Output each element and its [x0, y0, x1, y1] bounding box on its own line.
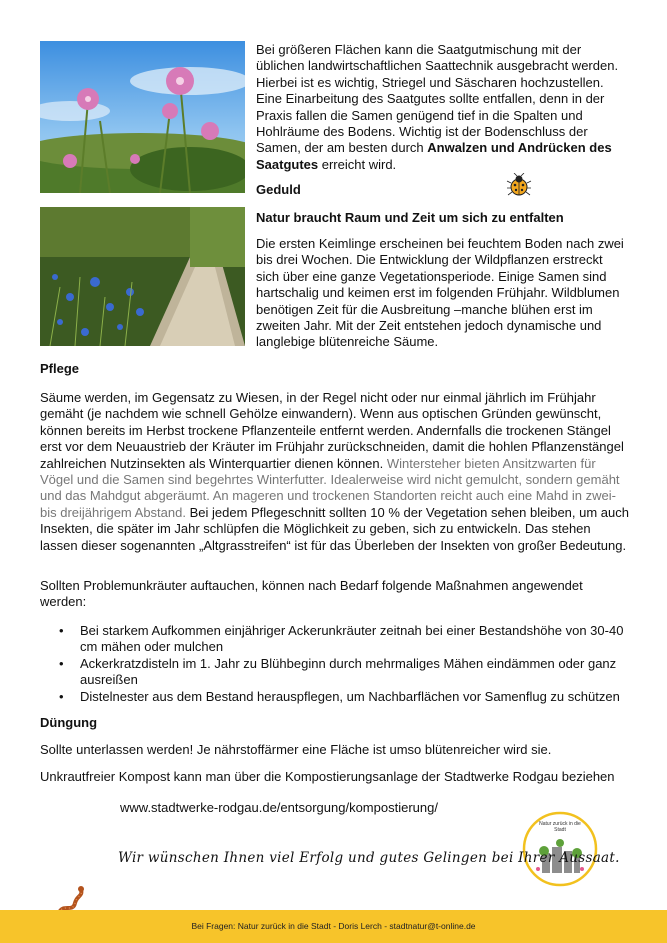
list-item: • Ackerkratzdisteln im 1. Jahr zu Blühbeginn durch mehrmaliges Mähen eindämmen oder ganz ausreißen	[40, 656, 632, 689]
footer-contact: Bei Fragen: Natur zurück in die Stadt - Doris Lerch - stadtnatur@t-online.de	[191, 921, 476, 931]
natur-zurueck-logo	[522, 811, 598, 887]
footer-bar	[0, 910, 667, 943]
closing-wish: Wir wünschen Ihnen viel Erfolg und gutes Gelingen bei Ihrer Aussaat.	[118, 850, 620, 866]
mallow-flowers-photo	[40, 41, 245, 193]
list-item: • Distelnester aus dem Bestand herauspflegen, um Nachbarflächen vor Samenflug zu schützen	[40, 689, 632, 705]
kompost-link[interactable]: www.stadtwerke-rodgau.de/entsorgung/kompostierung/	[120, 800, 438, 815]
pflege-heading: Pflege	[40, 361, 80, 376]
pflege-paragraph: Säume werden, im Gegensatz zu Wiesen, in der Regel nicht oder nur einmal jährlich im Frühjahr gemäht (je nachdem wie schnell Gehölze einwandern). Wenn aus optischen Gründen gewünscht, können bereits im Herbst trockene Pflanzenteile entfernt werden. Andernfalls die trockenen Stängel erst vor dem Neuaustrieb der Kräuter im Frühjahr zurückschneiden, damit die hohlen Pflanzenstängel zahlreichen Nutzinsekten als Winterquartier dienen können. Wintersteher bieten Ansitzwarten für Vögel und die Samen sind begehrtes Winterfutter. Idealerweise wird nicht gemulcht, sondern gemäht und das Mahdgut abgeräumt. An mageren und trockenen Standorten reicht auch eine Mahd in zwei- bis dreijährigem Abstand. Bei jedem Pflegeschnitt sollten 10 % der Vegetation sehen bleiben, um auch Insekten, die später im Jahr schlüpfen die Möglichkeit zu geben, sich zu entwickeln. Das stehen lassen dieser sogenannten „Altgrasstreifen“ ist für das Überleben der Insekten von großer Bedeutung.	[40, 390, 629, 553]
geduld-paragraph: Die ersten Keimlinge erscheinen bei feuchtem Boden nach zwei bis drei Wochen. Die Entwicklung der Wildpflanzen erstreckt sich über eine ganze Vegetationsperiode. Einige Samen sind hartschalig und keimen erst im folgenden Frühjahr. Wildblumen benötigen Zeit für die Ausbreitung –manche blühen erst im zweiten Jahr. Mit der Zeit entstehen jedoch dynamische und langlebige blütenreiche Säume.	[256, 236, 624, 350]
geduld-heading: Geduld	[256, 182, 301, 197]
geduld-subheading: Natur braucht Raum und Zeit um sich zu entfalten	[256, 210, 564, 225]
intro-paragraph: Bei größeren Flächen kann die Saatgutmischung mit der üblichen landwirtschaftlichen Saattechnik ausgebracht werden. Hierbei ist es wichtig, Striegel und Säscharen hochzustellen. Eine Einarbeitung des Saatgutes sollte entfallen, denn in der Praxis fallen die Samen genügend tief in die Spalten und Hohlräume des Bodens. Wichtig ist der Bodenschluss der Samen, der am besten durch Anwalzen und Andrücken des Saatgutes erreicht wird.	[256, 42, 619, 172]
cornflower-path-photo	[40, 207, 245, 346]
duengung-text-1: Sollte unterlassen werden! Je nährstoffärmer eine Fläche ist umso blütenreicher wird sie.	[40, 742, 552, 757]
list-item: • Bei starkem Aufkommen einjähriger Ackerunkräuter zeitnah bei einer Bestandshöhe von 30-40 cm mähen oder mulchen	[40, 623, 632, 656]
duengung-text-2: Unkrautfreier Kompost kann man über die Kompostierungsanlage der Stadtwerke Rodgau beziehen	[40, 769, 615, 784]
logo-text: Natur zurück in die Stadt	[539, 821, 581, 833]
problem-intro: Sollten Problemunkräuter auftauchen, können nach Bedarf folgende Maßnahmen angewendet werden:	[40, 578, 583, 610]
duengung-heading: Düngung	[40, 715, 98, 730]
beetle-icon	[506, 173, 532, 197]
measures-list	[40, 623, 632, 705]
